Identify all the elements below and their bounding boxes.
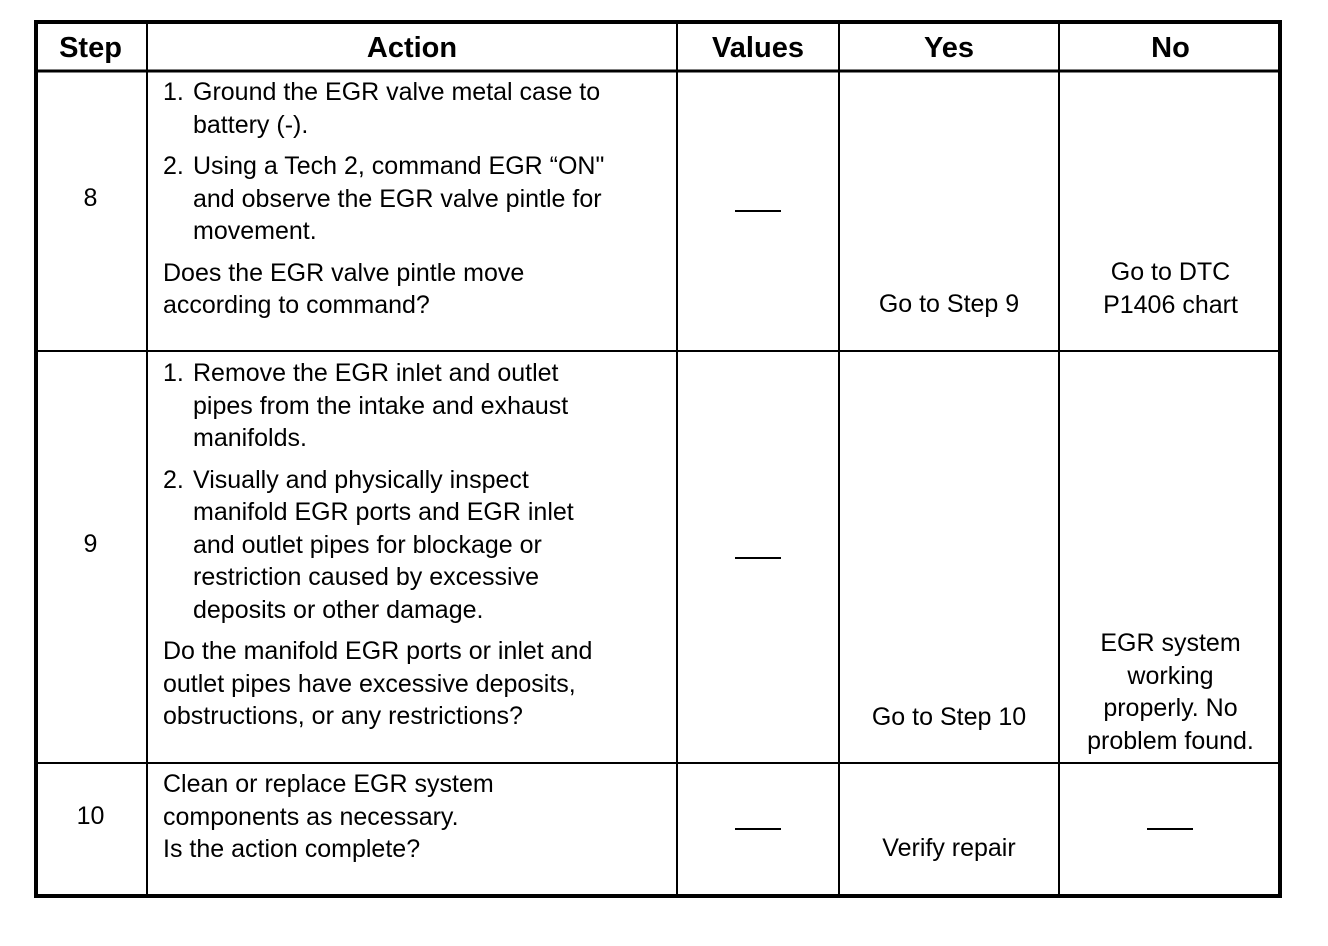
yes-step-8: Go to Step 9: [878, 290, 1020, 318]
no-step-9: EGR system working properly. No problem found.: [1087, 629, 1254, 755]
action-step-10: [163, 768, 673, 866]
yes-step-9: Go to Step 10: [871, 703, 1027, 731]
yes-step-10: Verify repair: [882, 834, 1016, 862]
header-action: Action: [366, 32, 458, 64]
step-number-8: 8: [83, 184, 98, 212]
action-question: Does the EGR valve pintle move according to command?: [163, 258, 525, 319]
action-item: 1. Ground the EGR valve metal case to battery (-).: [163, 78, 601, 139]
step-number-10: 10: [76, 802, 105, 830]
action-item: 1. Remove the EGR inlet and outlet pipes from the intake and exhaust manifolds.: [163, 359, 569, 452]
values-dash: [735, 557, 781, 559]
header-no: No: [1151, 32, 1190, 64]
diagnostic-table: [34, 20, 1282, 898]
no-dash: [1147, 828, 1193, 830]
values-dash: [735, 210, 781, 212]
no-step-8: Go to DTC P1406 chart: [1103, 258, 1238, 319]
header-values: Values: [712, 32, 804, 64]
header-step: Step: [59, 32, 122, 64]
action-item: 2. Using a Tech 2, command EGR “ON" and observe the EGR valve pintle for movement.: [163, 152, 605, 245]
action-item: 2. Visually and physically inspect manifold EGR ports and EGR inlet and outlet pipes for blockage or restriction caused by excessive deposits or other damage.: [163, 465, 574, 624]
header-yes: Yes: [924, 32, 974, 64]
action-question: Clean or replace EGR system components as necessary. Is the action complete?: [163, 770, 494, 863]
action-question: Do the manifold EGR ports or inlet and outlet pipes have excessive deposits, obstructions, or any restrictions?: [163, 637, 593, 730]
action-step-9: [163, 357, 673, 733]
values-dash: [735, 828, 781, 830]
step-number-9: 9: [83, 530, 98, 558]
action-step-8: [163, 76, 673, 322]
